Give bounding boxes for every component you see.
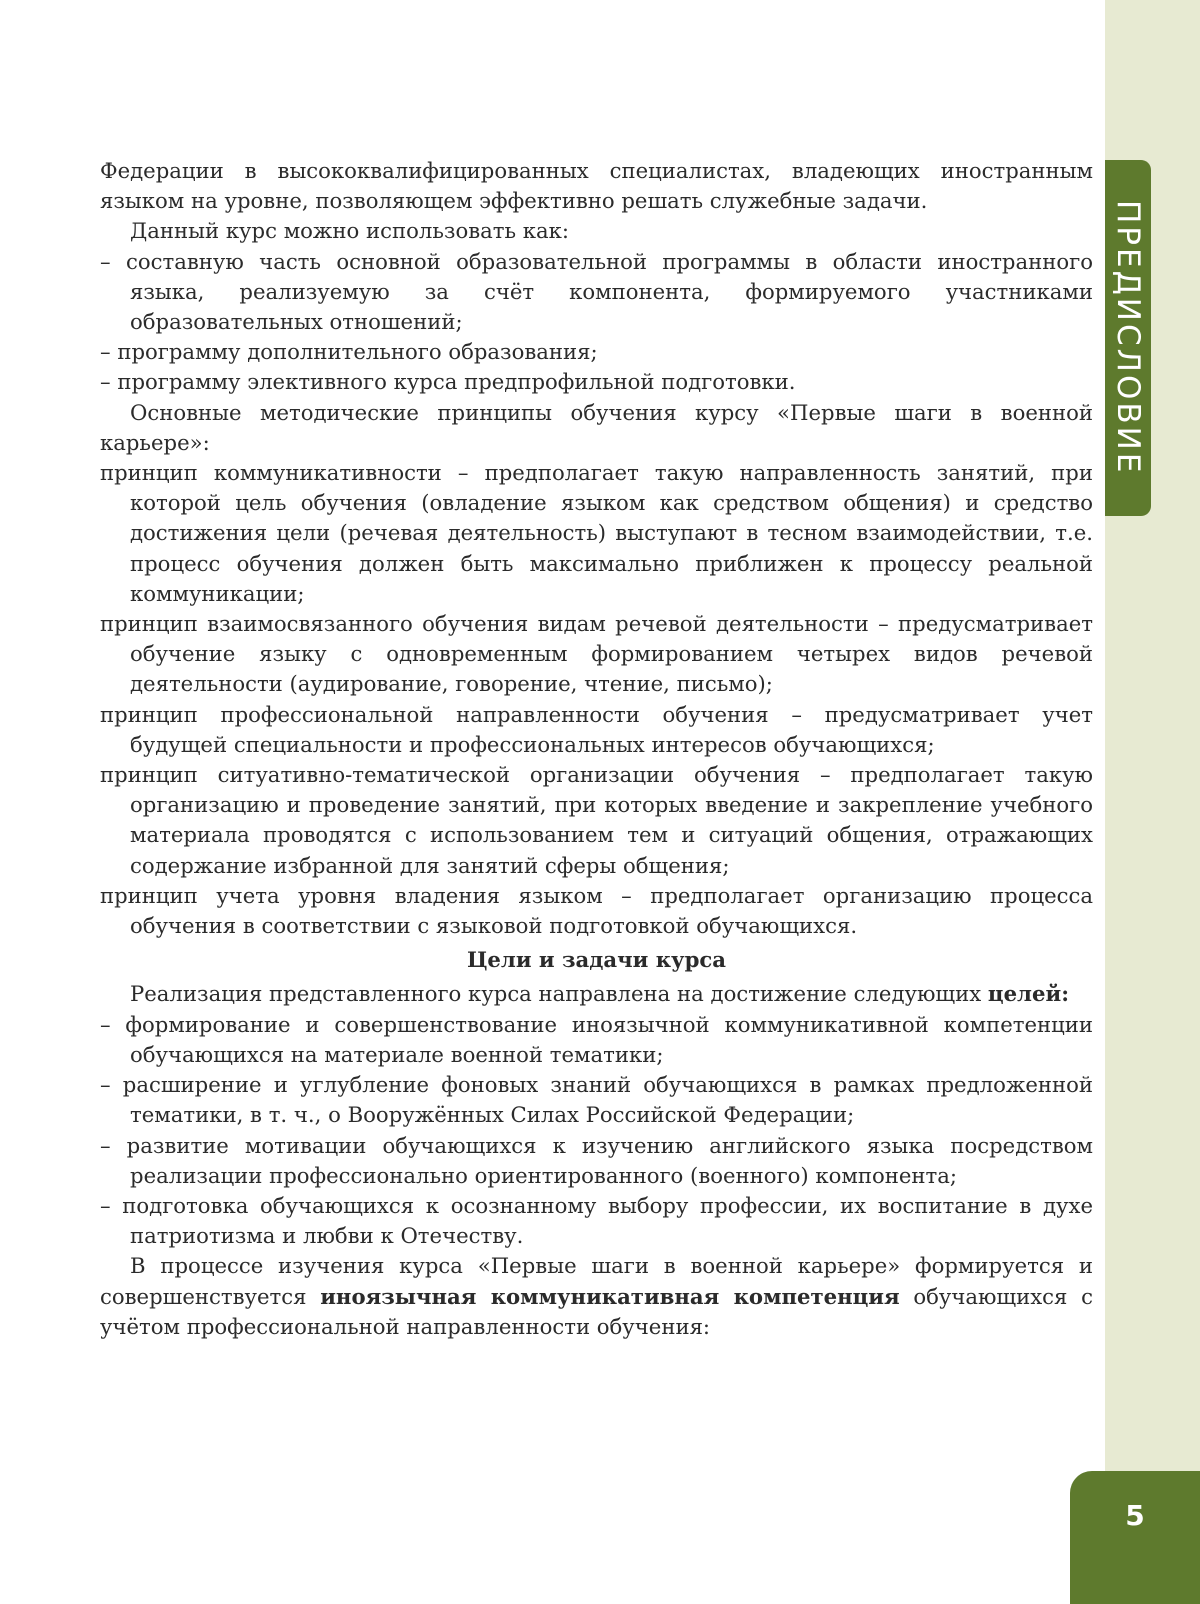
list-item: – подготовка обучающихся к осознанному выбору профессии, их воспитание в духе патриотизма и любви к Отечеству. xyxy=(100,1192,1093,1249)
list-item: – расширение и углубление фоновых знаний обучающихся в рамках предложенной тематики, в т. ч., о Вооружённых Силах Российской Федерации; xyxy=(100,1072,1093,1128)
closing-text: В процессе изучения курса «Первые шаги в военной карьере» формируется и совершенствуется xyxy=(100,1253,1093,1309)
list-item: – программу дополнительного образования; xyxy=(100,339,598,365)
closing-bold: иноязычная коммуникативная компетенция xyxy=(320,1283,900,1309)
intro-bold: целей: xyxy=(987,981,1070,1007)
paragraph: Данный курс можно использовать как: xyxy=(130,218,570,244)
section-heading: Цели и задачи курса xyxy=(466,947,727,973)
principle-item: принцип взаимосвязанного обучения видам речевой деятельности – предусматривает обучение языку с одновременным формированием четырех видов речевой деятельности (аудирование, говорение, чтение, письмо); xyxy=(100,611,1093,697)
page-body xyxy=(100,156,1093,1342)
section-tab xyxy=(1105,160,1151,516)
page-number: 5 xyxy=(1125,1499,1145,1532)
page-number-tab xyxy=(1070,1471,1200,1604)
paragraph: Федерации в высококвалифицированных специалистах, владеющих иностранным языком на уровне, позволяющем эффективно решать служебные задачи. xyxy=(100,158,1093,214)
paragraph: Основные методические принципы обучения курсу «Первые шаги в военной карьере»: xyxy=(100,399,1093,455)
principle-item: принцип учета уровня владения языком – предполагает организацию процесса обучения в соответствии с языковой подготовкой обучающихся. xyxy=(100,882,1093,939)
principle-item: принцип профессиональной направленности обучения – предусматривает учет будущей специальности и профессиональных интересов обучающихся; xyxy=(100,701,1093,757)
paragraph xyxy=(100,1251,1093,1342)
principle-item: принцип коммуникативности – предполагает такую направленность занятий, при которой цель обучения (овладение языком как средством общения) и средство достижения цели (речевая деятельность) выступают в тесном взаимодействии, т.е. процесс обучения должен быть максимально приближен к процессу реальной коммуникации; xyxy=(100,460,1093,606)
list-item: – программу элективного курса предпрофильной подготовки. xyxy=(100,369,796,395)
principle-item: принцип ситуативно-тематической организации обучения – предполагает такую организацию и проведение занятий, при которых введение и закрепление учебного материала проводятся с использованием тем и ситуаций общения, отражающих содержание избранной для занятий сферы общения; xyxy=(100,762,1093,878)
list-item: – развитие мотивации обучающихся к изучению английского языка посредством реализации профессионально ориентированного (военного) компонента; xyxy=(100,1132,1093,1188)
closing-text-end: обучающихся с учётом профессиональной направленности обучения: xyxy=(100,1283,1093,1339)
paragraph xyxy=(100,979,1093,1009)
section-tab-label: ПРЕДИСЛОВИЕ xyxy=(1110,200,1146,476)
list-item: – составную часть основной образовательной программы в области иностранного языка, реализуемую за счёт компонента, формируемого участниками образовательных отношений; xyxy=(100,248,1093,335)
intro-text: Реализация представленного курса направлена на достижение следующих xyxy=(130,981,988,1007)
list-item: – формирование и совершенствование иноязычной коммуникативной компетенции обучающихся на материале военной тематики; xyxy=(100,1011,1093,1067)
